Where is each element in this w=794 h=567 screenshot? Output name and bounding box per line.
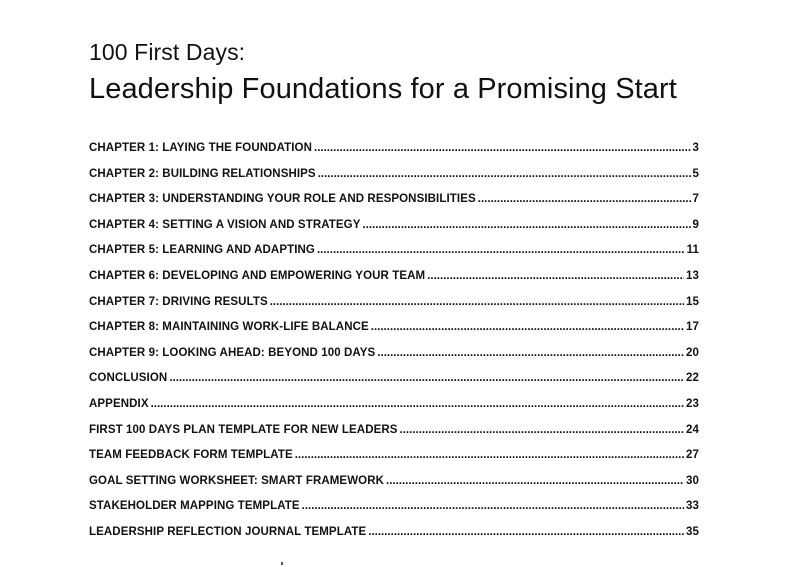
toc-entry-label: GOAL SETTING WORKSHEET: SMART FRAMEWORK: [89, 474, 385, 487]
toc-entry-label: CHAPTER 8: MAINTAINING WORK-LIFE BALANCE: [89, 321, 369, 334]
toc-entry-page-number: 3: [692, 142, 699, 154]
toc-entry-label: TEAM FEEDBACK FORM TEMPLATE: [89, 449, 293, 462]
toc-entry-label: FIRST 100 DAYS PLAN TEMPLATE FOR NEW LEADERS: [89, 423, 398, 436]
toc-dot-leader: [377, 347, 684, 359]
toc-entry[interactable]: [89, 372, 699, 398]
toc-dot-leader: [318, 168, 691, 180]
toc-entry-label: APPENDIX: [89, 397, 149, 410]
toc-entry[interactable]: [89, 424, 699, 450]
toc-entry[interactable]: [89, 449, 699, 475]
toc-entry[interactable]: [89, 475, 699, 501]
toc-entry[interactable]: [89, 142, 699, 168]
toc-dot-leader: [151, 398, 684, 410]
toc-entry[interactable]: [89, 193, 699, 219]
toc-dot-leader: [386, 475, 684, 487]
toc-dot-leader: [169, 372, 684, 384]
toc-entry-page-number: 30: [686, 474, 699, 487]
toc-entry-label: LEADERSHIP REFLECTION JOURNAL TEMPLATE: [89, 525, 367, 538]
toc-entry-label: STAKEHOLDER MAPPING TEMPLATE: [89, 500, 300, 513]
toc-entry[interactable]: [89, 398, 699, 424]
toc-entry[interactable]: [89, 321, 699, 347]
text-cursor: [281, 562, 283, 565]
toc-entry[interactable]: [89, 296, 699, 322]
toc-entry-label: CHAPTER 7: DRIVING RESULTS: [89, 295, 268, 308]
toc-entry-page-number: 13: [686, 269, 699, 282]
toc-dot-leader: [295, 449, 684, 461]
document-title-line2: Leadership Foundations for a Promising Start: [89, 73, 677, 105]
toc-dot-leader: [302, 500, 684, 512]
toc-dot-leader: [270, 296, 684, 308]
toc-entry-page-number: 15: [686, 295, 699, 308]
toc-entry-page-number: 27: [686, 449, 699, 462]
toc-entry[interactable]: [89, 270, 699, 296]
toc-dot-leader: [317, 244, 685, 256]
toc-entry-page-number: 24: [686, 423, 699, 436]
toc-entry-page-number: 23: [686, 397, 699, 410]
toc-dot-leader: [368, 526, 684, 538]
toc-entry-label: CHAPTER 9: LOOKING AHEAD: BEYOND 100 DAYS: [89, 346, 376, 359]
toc-entry-page-number: 5: [692, 167, 699, 180]
toc-entry-label: CHAPTER 6: DEVELOPING AND EMPOWERING YOUR TEAM: [89, 269, 426, 282]
toc-entry-page-number: 7: [692, 193, 699, 206]
toc-entry-page-number: 17: [686, 321, 699, 334]
toc-entry-label: CHAPTER 2: BUILDING RELATIONSHIPS: [89, 167, 316, 180]
toc-dot-leader: [400, 424, 684, 436]
toc-entry[interactable]: [89, 219, 699, 245]
table-of-contents: [89, 142, 699, 552]
toc-entry[interactable]: [89, 347, 699, 373]
toc-dot-leader: [314, 142, 691, 154]
toc-dot-leader: [363, 219, 691, 231]
toc-entry[interactable]: [89, 168, 699, 194]
toc-dot-leader: [478, 193, 691, 205]
toc-dot-leader: [427, 270, 684, 282]
toc-entry-label: CHAPTER 4: SETTING A VISION AND STRATEGY: [89, 218, 361, 231]
toc-entry[interactable]: [89, 526, 699, 552]
toc-entry-label: CHAPTER 3: UNDERSTANDING YOUR ROLE AND RESPONSIBILITIES: [89, 193, 476, 206]
document-title-line1: 100 First Days:: [89, 39, 246, 65]
toc-entry[interactable]: [89, 244, 699, 270]
toc-entry[interactable]: [89, 500, 699, 526]
toc-entry-label: CHAPTER 1: LAYING THE FOUNDATION: [89, 142, 312, 154]
toc-entry-page-number: 9: [692, 218, 699, 231]
toc-entry-label: CHAPTER 5: LEARNING AND ADAPTING: [89, 244, 315, 257]
toc-dot-leader: [371, 321, 684, 333]
toc-entry-page-number: 22: [686, 372, 699, 385]
toc-entry-label: CONCLUSION: [89, 372, 168, 385]
toc-entry-page-number: 35: [686, 525, 699, 538]
toc-entry-page-number: 20: [686, 346, 699, 359]
document-page: [89, 38, 699, 538]
toc-entry-page-number: 33: [686, 500, 699, 513]
toc-entry-page-number: 11: [686, 244, 699, 257]
